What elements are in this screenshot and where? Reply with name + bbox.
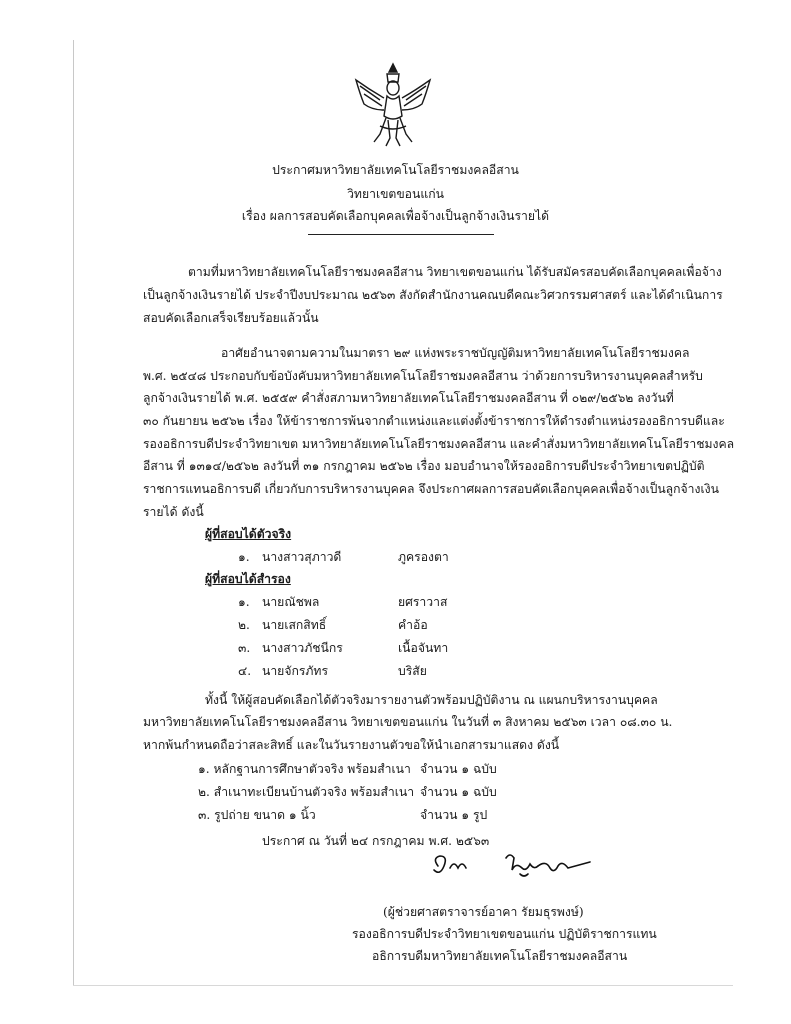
doc-qty: จำนวน ๑ รูป [420, 808, 488, 822]
signatory-title-2: อธิการบดีมหาวิทยาลัยเทคโนโลยีราชมงคลอีสาน [372, 949, 628, 963]
reserve-row-name: นายเสกสิทธิ์ [262, 618, 327, 632]
doc-item: ๒. สำเนาทะเบียนบ้านตัวจริง พร้อมสำเนา [198, 785, 415, 799]
para3-line-2: มหาวิทยาลัยเทคโนโลยีราชมงคลอีสาน วิทยาเขตขอนแก่น ในวันที่ ๓ สิงหาคม ๒๕๖๓ เวลา ๐๘.๓๐ น. [143, 715, 673, 729]
para2-line-6: อีสาน ที่ ๑๓๑๔/๒๕๖๒ ลงวันที่ ๓๑ กรกฎาคม ๒๕๖๒ เรื่อง มอบอำนาจให้รองอธิการบดีประจำวิทยาเขตปฏิบัติ [143, 459, 705, 473]
para3-line-3: หากพ้นกำหนดถือว่าสละสิทธิ์ และในวันรายงานตัวขอให้นำเอกสารมาแสดง ดังนี้ [143, 738, 560, 752]
passed-row-no: ๑. [238, 550, 250, 564]
reserve-row-surname: ยศราวาส [398, 595, 448, 609]
signature-icon [420, 848, 600, 884]
para2-line-3: ลูกจ้างเงินรายได้ พ.ศ. ๒๕๕๙ คำสั่งสภามหาวิทยาลัยเทคโนโลยีราชมงคลอีสาน ที่ ๐๒๙/๒๕๖๒ ลงวันที่ [143, 391, 674, 405]
doc-item: ๓. รูปถ่าย ขนาด ๑ นิ้ว [198, 808, 316, 822]
subject-line: เรื่อง ผลการสอบคัดเลือกบุคคลเพื่อจ้างเป็นลูกจ้างเงินรายได้ [241, 209, 550, 223]
reserve-row-name: นายจักรภัทร [262, 664, 328, 678]
passed-row-name: นางสาวสุภาวดี [262, 550, 342, 564]
passed-heading: ผู้ที่สอบได้ตัวจริง [205, 527, 292, 541]
para2-line-2: พ.ศ. ๒๕๔๘ ประกอบกับข้อบังคับมหาวิทยาลัยเทคโนโลยีราชมงคลอีสาน ว่าด้วยการบริหารงานบุคคลสำหรับ [143, 369, 703, 383]
reserve-row-name: นายณัชพล [262, 595, 320, 609]
para2-line-1: อาศัยอำนาจตามความในมาตรา ๒๙ แห่งพระราชบัญญัติมหาวิทยาลัยเทคโนโลยีราชมงคล [221, 346, 690, 360]
reserve-row-no: ๔. [238, 664, 252, 678]
signatory-title-1: รองอธิการบดีประจำวิทยาเขตขอนแก่น ปฏิบัติราชการแทน [352, 927, 657, 941]
reserve-row-surname: บริสัย [398, 664, 427, 678]
reserve-row-no: ๑. [238, 595, 250, 609]
para2-line-5: รองอธิการบดีประจำวิทยาเขต มหาวิทยาลัยเทคโนโลยีราชมงคลอีสาน และคำสั่งมหาวิทยาลัยเทคโนโลยีราชมงคล [143, 437, 735, 451]
para2-line-4: ๓๐ กันยายน ๒๕๖๒ เรื่อง ให้ข้าราชการพ้นจากตำแหน่งและแต่งตั้งข้าราชการให้ดำรงตำแหน่งรองอธิการบดีและ [143, 414, 725, 428]
passed-row-surname: ภูครองตา [398, 550, 449, 564]
page-edge-left [73, 40, 74, 985]
header-divider [308, 234, 494, 235]
para1-line-3: สอบคัดเลือกเสร็จเรียบร้อยแล้วนั้น [143, 311, 319, 325]
reserve-row-surname: คำอ้อ [398, 618, 428, 632]
reserve-row-surname: เนื้อจันทา [398, 641, 449, 655]
signatory-name: (ผู้ช่วยศาสตราจารย์อาคา รัยมธุรพงษ์) [383, 905, 584, 919]
announce-date: ประกาศ ณ วันที่ ๒๔ กรกฎาคม พ.ศ. ๒๕๖๓ [262, 834, 490, 848]
page-edge-bottom [73, 985, 733, 986]
reserve-row-name: นางสาวภัชนีกร [262, 641, 343, 655]
para1-line-1: ตามที่มหาวิทยาลัยเทคโนโลยีราชมงคลอีสาน วิทยาเขตขอนแก่น ได้รับสมัครสอบคัดเลือกบุคคลเพื่อจ้าง [188, 265, 722, 279]
para2-line-8: รายได้ ดังนี้ [143, 505, 204, 519]
reserve-row-no: ๓. [238, 641, 251, 655]
doc-item: ๑. หลักฐานการศึกษาตัวจริง พร้อมสำเนา [198, 762, 411, 776]
reserve-heading: ผู้ที่สอบได้สำรอง [205, 572, 291, 586]
header-line-1: ประกาศมหาวิทยาลัยเทคโนโลยีราชมงคลอีสาน [272, 163, 519, 177]
reserve-row-no: ๒. [238, 618, 250, 632]
para1-line-2: เป็นลูกจ้างเงินรายได้ ประจำปีงบประมาณ ๒๕๖๓ สังกัดสำนักงานคณบดีคณะวิศวกรรมศาสตร์ และได้ดำเนินการ [143, 288, 723, 302]
para3-line-1: ทั้งนี้ ให้ผู้สอบคัดเลือกได้ตัวจริงมารายงานตัวพร้อมปฏิบัติงาน ณ แผนกบริหารงานบุคคล [205, 693, 658, 707]
para2-line-7: ราชการแทนอธิการบดี เกี่ยวกับการบริหารงานบุคคล จึงประกาศผลการสอบคัดเลือกบุคคลเพื่อจ้างเป็นลูกจ้างเงิน [143, 482, 719, 496]
garuda-emblem-icon [350, 60, 436, 150]
doc-qty: จำนวน ๑ ฉบับ [420, 762, 497, 776]
header-line-2: วิทยาเขตขอนแก่น [347, 187, 444, 201]
doc-qty: จำนวน ๑ ฉบับ [420, 785, 497, 799]
